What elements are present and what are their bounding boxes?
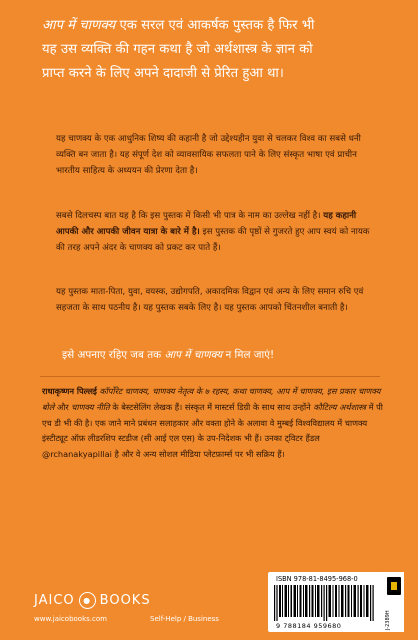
description-paragraph-2 [56, 209, 374, 256]
slogan-start: इसे अपनाए रहिए जब तक [62, 349, 165, 361]
slogan-end: न मिल जाएं! [222, 349, 275, 361]
product-code: J-2389H [385, 610, 391, 630]
product-code-box [384, 572, 404, 632]
barcode-bars-icon [274, 585, 378, 621]
slogan-book-title: आप में चाणक्य [164, 349, 223, 361]
author-bio-text-3: में पी एच डी भी की है। एक जाने माने प्रबंधन सलाहकार और वक्ता होने के अलावा वे मुम्बई विश्वविद्यालय में चाणक्य इंस्टीट्यूट ऑफ़ लीडरशिप स्टडीज (सी आई एल एस) के उप-निदेशक भी हैं। उनका ट्विटर हैंडल @rchanakyapillai है और वे अन्य सोशल मीडिया प्लेटफ़ार्म्स पर भी सक्रिय हैं। [42, 401, 383, 460]
publisher-name-left: JAICO [34, 593, 75, 608]
author-bio-text-2: के बेस्टसेलिंग लेखक हैं। संस्कृत में मास्टर्स डिग्री के साथ साथ उन्होंने [109, 401, 314, 412]
tagline [42, 14, 392, 86]
tagline-book-title: आप में चाणक्य [42, 18, 116, 33]
publisher-url: www.jaicobooks.com [34, 615, 107, 623]
publisher-badge-icon [387, 577, 401, 595]
para2-start: सबसे दिलचस्प बात यह है कि इस पुस्तक में किसी भी पात्र के नाम का उल्लेख नहीं है। [56, 211, 324, 221]
isbn-text: ISBN 978-81-8495-968-0 [276, 575, 358, 583]
tagline-line3: प्राप्त करने के लिए अपने दादाजी से प्रेरित हुआ था। [42, 66, 284, 81]
tagline-line1: एक सरल एवं आकर्षक पुस्तक है फिर भी [115, 18, 315, 33]
publisher-emblem-icon: ● [79, 592, 96, 609]
book-category: Self-Help / Business [150, 615, 219, 623]
description-paragraph-1: यह चाणक्य के एक आधुनिक शिष्य की कहानी है जो उद्देश्यहीन युवा से चलकर विश्व का सबसे धनी व्यक्ति बन जाता है। यह संपूर्ण देश को व्यावसायिक सफलता पाने के लिए संस्कृत भाषा एवं प्राचीन भारतीय साहित्य के अध्ययन की प्रेरणा देता है। [56, 134, 361, 176]
author-thesis: कौटिल्य अर्थशास्त्र [313, 401, 366, 412]
description-paragraph-3: यह पुस्तक माता-पिता, युवा, वयस्क, उद्योगपति, अकादमिक विद्वान एवं अन्य के लिए समान रुचि एवं सहजता के साथ पठनीय है। यह पुस्तक सबके लिए है। यह पुस्तक आपको चिंतनशील बनाती है। [56, 287, 364, 313]
para2-end: इस पुस्तक की पृष्ठों से गुजरते हुए आप स्वयं को नायक की तरह अपने अंदर के चाणक्य को प्रकट कर पाते हैं। [56, 226, 370, 253]
section-divider [40, 376, 380, 377]
publisher-logo [34, 592, 151, 609]
barcode-digits: 9 788184 959680 [276, 622, 342, 630]
tagline-line2: यह उस व्यक्ति की गहन कथा है जो अर्थशास्त्र के ज्ञान को [42, 42, 313, 57]
author-name: राधाकृष्णन पिल्लई [42, 386, 97, 396]
para2-bold: यह कहानी आपकी और आपकी जीवन यात्रा के बारे में है। [56, 211, 357, 237]
author-book-niti: चाणक्य नीति [71, 401, 110, 412]
slogan [62, 346, 382, 364]
barcode [268, 572, 385, 632]
publisher-name-right: BOOKS [99, 593, 151, 608]
author-bio-text: और [54, 401, 72, 412]
author-books: कॉर्पोरेट चाणक्य, चाणक्य नेतृत्व के ७ रहस्य, कथा चाणक्य, आप में चाणक्य, इस प्रकार चाणक्य बोले [42, 386, 381, 412]
author-bio [42, 384, 388, 463]
